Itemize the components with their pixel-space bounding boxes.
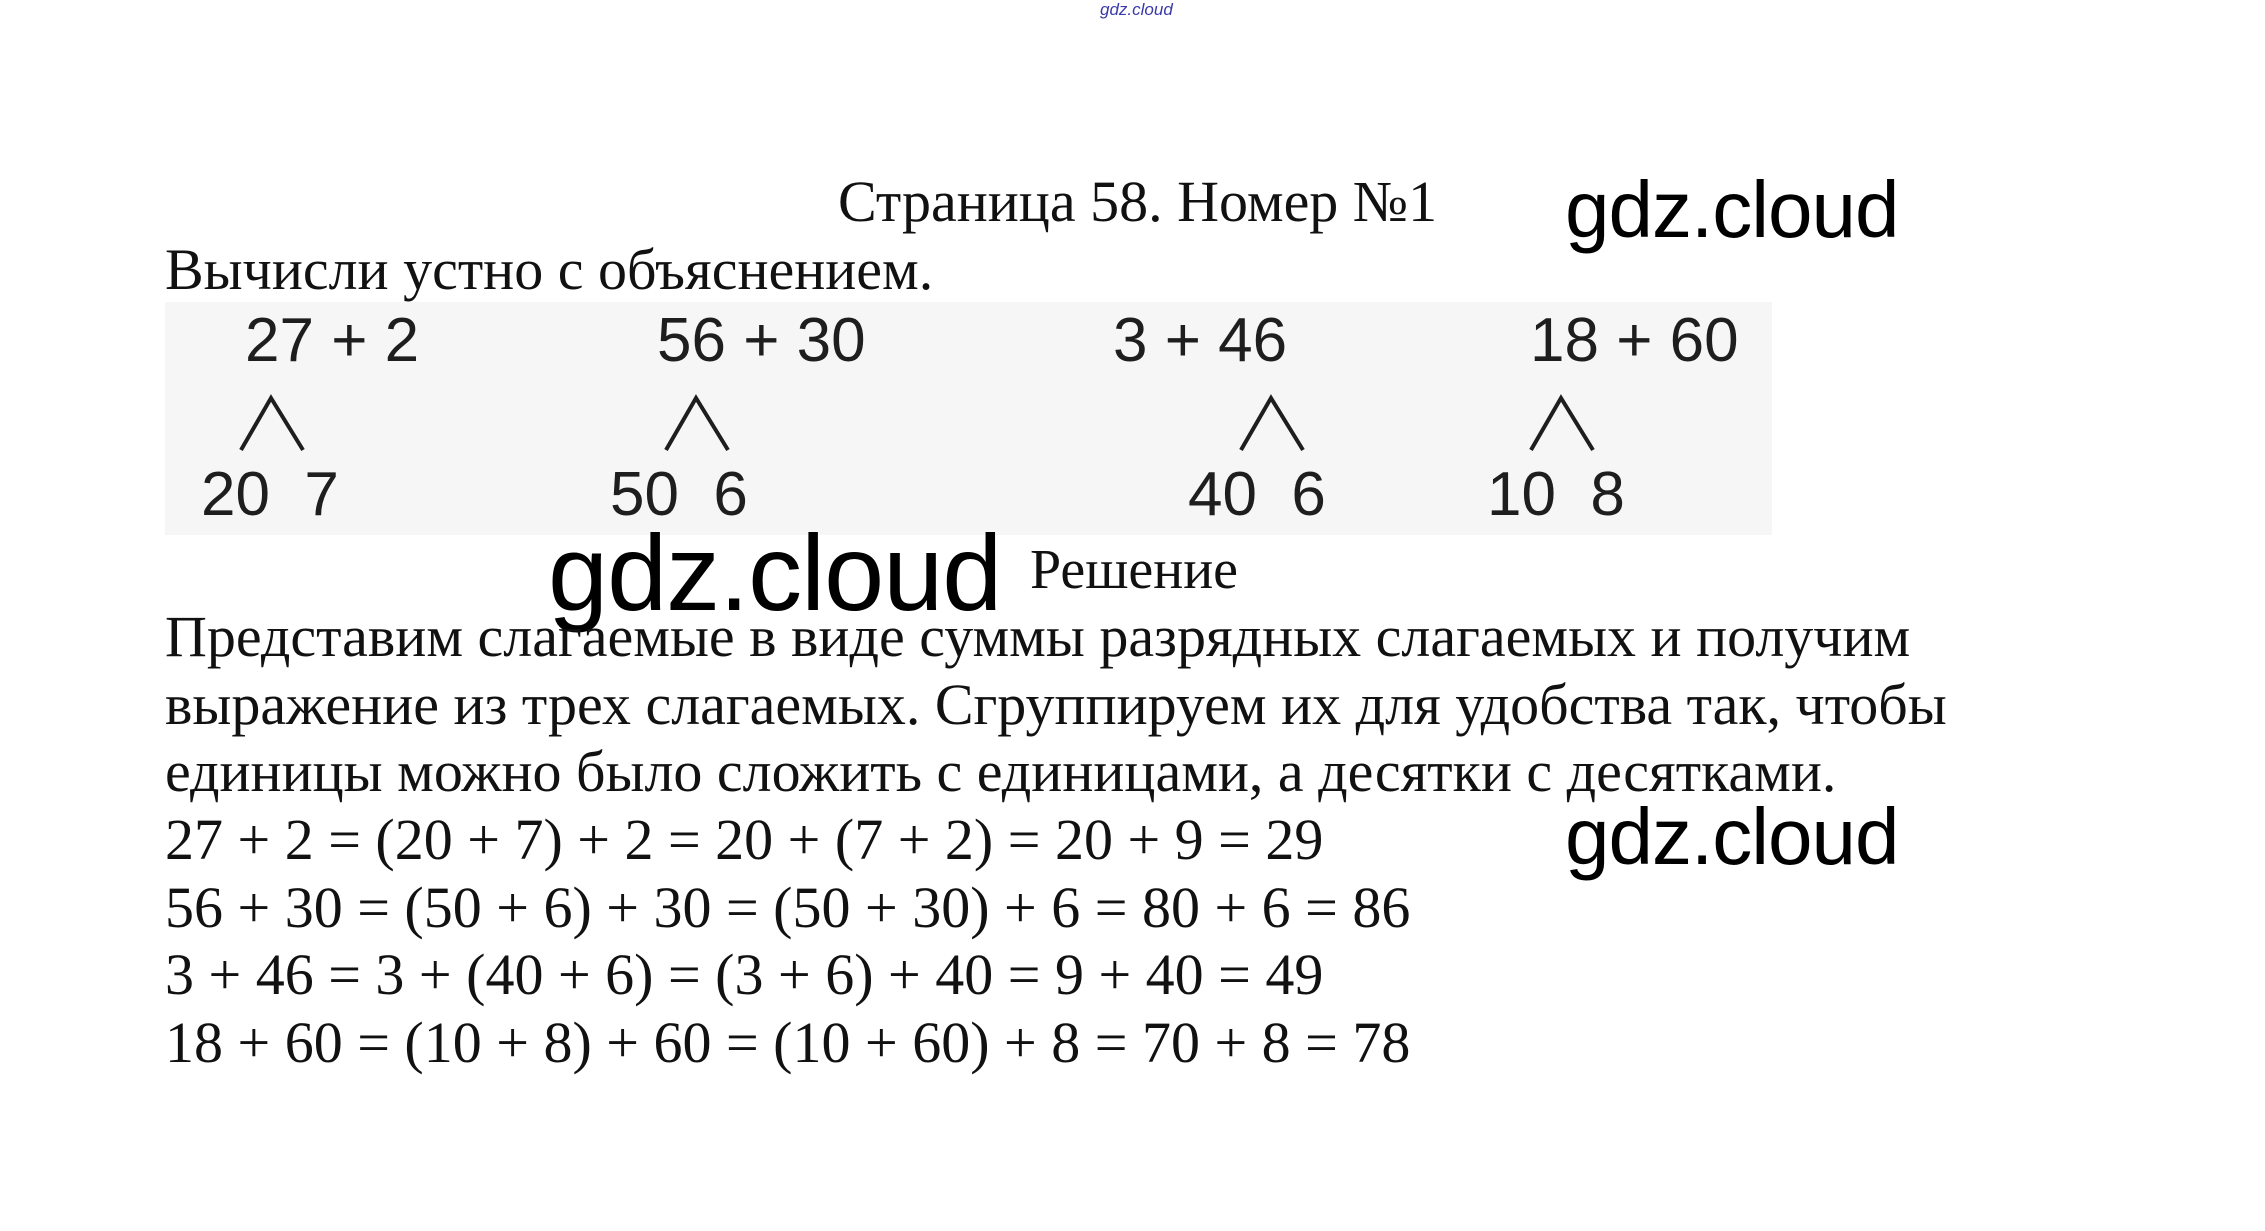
- example-expression: 18 + 60: [1530, 306, 1739, 375]
- example-parts: 10 8: [1487, 460, 1625, 529]
- explanation-line: единицы можно было сложить с единицами, а десятки с десятками.: [165, 739, 1837, 804]
- equations-list: [165, 806, 1410, 1076]
- top-watermark: gdz.cloud: [1100, 0, 1173, 19]
- equation-line: 56 + 30 = (50 + 6) + 30 = (50 + 30) + 6 = 80 + 6 = 86: [165, 874, 1411, 940]
- example-parts: 20 7: [201, 460, 339, 529]
- example-expression: 56 + 30: [657, 306, 866, 375]
- equation-line: 18 + 60 = (10 + 8) + 60 = (10 + 60) + 8 = 70 + 8 = 78: [165, 1009, 1411, 1075]
- split-caret: [1235, 392, 1315, 452]
- example-parts: 50 6: [610, 460, 748, 529]
- watermark: gdz.cloud: [1565, 165, 1899, 254]
- equation-line: 27 + 2 = (20 + 7) + 2 = 20 + (7 + 2) = 20 + 9 = 29: [165, 807, 1324, 872]
- page-title: Страница 58. Номер №1: [838, 169, 1438, 234]
- example-expression: 3 + 46: [1113, 306, 1288, 375]
- explanation-line: Представим слагаемые в виде суммы разрядных слагаемых и получим: [165, 604, 1911, 669]
- solution-label: Решение: [1030, 539, 1239, 601]
- split-caret: [660, 392, 740, 452]
- task-text: Вычисли устно с объяснением.: [165, 237, 934, 302]
- task-figure: [165, 302, 1772, 535]
- equation-line: 3 + 46 = 3 + (40 + 6) = (3 + 6) + 40 = 9 + 40 = 49: [165, 942, 1324, 1007]
- explanation-line: выражение из трех слагаемых. Сгруппируем их для удобства так, чтобы: [165, 671, 1947, 737]
- watermark: gdz.cloud: [548, 512, 1002, 633]
- example-expression: 27 + 2: [245, 306, 420, 375]
- split-caret: [235, 392, 315, 452]
- explanation: [165, 603, 2165, 806]
- example-parts: 40 6: [1188, 460, 1326, 529]
- split-caret: [1525, 392, 1605, 452]
- watermark: gdz.cloud: [1565, 792, 1899, 881]
